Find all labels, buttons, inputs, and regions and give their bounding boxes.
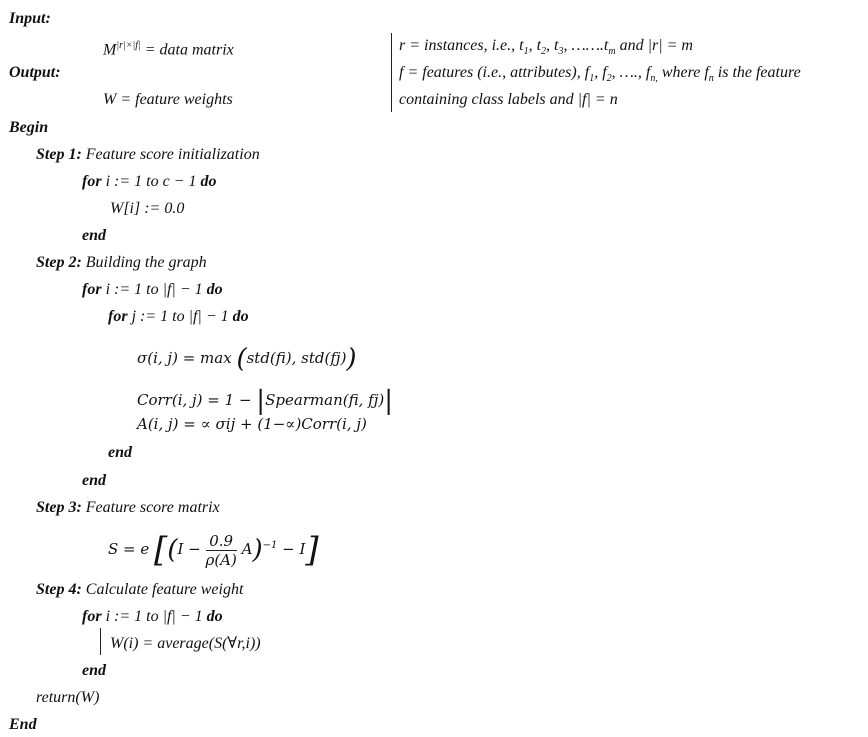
step-2-loop-i xyxy=(82,280,223,300)
open-paren: ( xyxy=(167,535,178,565)
adjacency-equation: A(i, j) = ∝ σij + (1−∝)Corr(i, j) xyxy=(137,415,367,433)
do-keyword: do xyxy=(206,608,223,625)
score-lhs: S = e xyxy=(108,540,150,558)
open-bracket: [ xyxy=(154,530,168,570)
close-paren: ) xyxy=(346,344,357,374)
score-matrix-equation: S = e [(I − $\frac{0.9}{\rho(A)}$ A)$^{-1}$ − I] xyxy=(108,530,319,570)
loop-range: i := 1 to |f| − 1 xyxy=(105,281,203,298)
step-3-title: Step 3: xyxy=(36,499,82,516)
output-label: Output: xyxy=(9,64,61,81)
step-4-desc: Calculate feature weight xyxy=(85,581,244,598)
end-keyword: end xyxy=(108,444,132,461)
loop-body-bar xyxy=(100,628,101,655)
step-2-desc: Building the graph xyxy=(85,254,207,271)
header-divider xyxy=(391,33,392,112)
input-value: $M^{|r|\times|f|}$ = data matrix xyxy=(103,40,234,59)
step-2-loop-j xyxy=(108,307,249,327)
step-2 xyxy=(36,253,207,273)
step-4-title: Step 4: xyxy=(36,581,82,598)
sigma-lhs: σ(i, j) = max xyxy=(137,349,232,367)
step-1-body: W[i] := 0.0 xyxy=(110,200,185,217)
step-1 xyxy=(36,145,260,165)
inverse-exponent: −1 xyxy=(262,540,278,551)
do-keyword: do xyxy=(200,173,217,190)
step-4-loop xyxy=(82,607,223,627)
fraction-numerator: 0.9 xyxy=(206,532,237,551)
end-keyword: end xyxy=(82,662,106,679)
sigma-args: std(fi), std(fj) xyxy=(246,349,347,367)
for-keyword: for xyxy=(82,173,102,190)
loop-range: i := 1 to c − 1 xyxy=(105,173,197,190)
end-label: End xyxy=(9,716,37,733)
do-keyword: do xyxy=(232,308,249,325)
step-4 xyxy=(36,580,243,600)
fraction xyxy=(206,532,237,569)
step-2-title: Step 2: xyxy=(36,254,82,271)
for-keyword: for xyxy=(108,308,128,325)
loop-range: j := 1 to |f| − 1 xyxy=(131,308,229,325)
for-keyword: for xyxy=(82,608,102,625)
corr-equation xyxy=(137,386,393,416)
end-keyword: end xyxy=(82,472,106,489)
for-keyword: for xyxy=(82,281,102,298)
step-3 xyxy=(36,498,220,518)
abs-open: | xyxy=(256,386,266,416)
open-paren: ( xyxy=(236,344,247,374)
step-3-desc: Feature score matrix xyxy=(85,499,220,516)
step-1-loop xyxy=(82,172,216,192)
note-instances: r = instances, i.e., $t_1$, $t_2$, $t_3$, $\dots\dots.t_m$ and |r| = m xyxy=(399,37,693,58)
sigma-equation xyxy=(137,344,357,374)
abs-close: | xyxy=(384,386,393,416)
begin-label: Begin xyxy=(9,119,49,136)
note-features-cont: containing class labels and |f| = n xyxy=(399,91,618,108)
note-features: f = features (i.e., attributes), $f_1$, $f_2$, …., $f_{n,}$ where $f_n$ is the feature xyxy=(399,64,801,85)
close-paren: ) xyxy=(252,535,263,565)
corr-args: Spearman(fi, fj) xyxy=(265,391,385,409)
loop-range: i := 1 to |f| − 1 xyxy=(105,608,203,625)
return-statement: return(W) xyxy=(36,689,100,706)
end-keyword: end xyxy=(82,227,106,244)
step-4-body: W(i) = average(S(∀r,i)) xyxy=(110,635,261,652)
step-1-title: Step 1: xyxy=(36,146,82,163)
do-keyword: do xyxy=(206,281,223,298)
corr-lhs: Corr(i, j) = 1 − xyxy=(137,391,257,409)
step-1-desc: Feature score initialization xyxy=(85,146,260,163)
input-label: Input: xyxy=(9,10,51,27)
close-bracket: ] xyxy=(305,530,319,570)
output-value: W = feature weights xyxy=(103,91,233,108)
fraction-denominator: ρ(A) xyxy=(205,550,237,569)
